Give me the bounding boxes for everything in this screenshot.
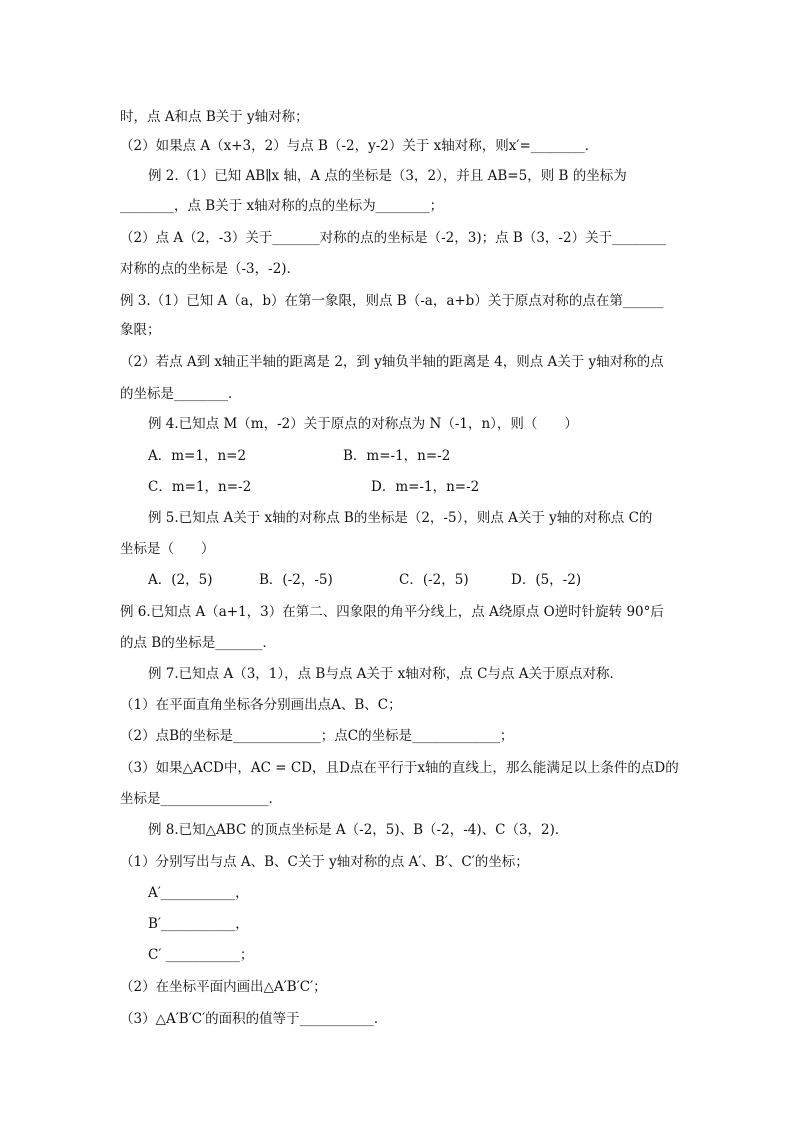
text-line: （2）如果点 A（x+3，2）与点 B（-2，y-2）关于 x轴对称，则x′=________． [120,138,599,154]
example-8-heading: 例 8.已知△ABC 的顶点坐标是 A（-2，5)、B（-2，-4)、C（3，2)． [148,822,569,838]
option-d: D．m=-1，n=-2 [371,479,480,495]
example-5-heading: 例 5.已知点 A关于 x轴的对称点 B的坐标是（2，-5），则点 A关于 y轴的对称点 C的 [148,510,653,526]
text-line: （1）分别写出与点 A、B、C关于 y轴对称的点 A′、B′、C′的坐标； [120,854,529,870]
example-7-heading: 例 7.已知点 A（3，1），点 B与点 A关于 x轴对称，点 C与点 A关于原点对称． [148,666,623,682]
text-line: ________，点 B关于 x轴对称的点的坐标为________； [120,198,444,214]
text-line: 的坐标是________． [120,386,242,402]
example-3-heading: 例 3.（1）已知 A（a，b）在第一象限，则点 B（-a，a+b）关于原点对称的点在第______ [120,293,664,309]
text-line: 的点 B的坐标是_______． [120,635,276,651]
text-line: 象限； [120,322,161,338]
answer-line-a-prime: A′___________， [148,885,249,901]
text-line: （2）若点 A到 x轴正半轴的距离是 2，到 y轴负半轴的距离是 4，则点 A关于 y轴对称的点 [120,354,664,370]
option-c: C．(-2，5) [399,572,469,588]
text-line: （1）在平面直角坐标各分别画出点A、B、C； [120,697,402,713]
option-a: A．m=1，n=2 [148,448,247,464]
text-line: （3）△A′B′C′的面积的值等于___________． [120,1011,388,1027]
answer-line-b-prime: B′___________， [148,916,249,932]
answer-line-c-prime: C′ ___________； [148,947,254,963]
option-b: B．m=-1，n=-2 [343,448,451,464]
option-b: B．(-2，-5) [259,572,333,588]
option-d: D．(5，-2) [511,572,582,588]
text-line: （2）点B的坐标是_____________；点C的坐标是_____________； [120,728,514,744]
option-a: A．(2，5) [148,572,213,588]
example-6-heading: 例 6.已知点 A（a+1，3）在第二、四象限的角平分线上，点 A绕原点 O逆时针旋转 90°后 [120,604,664,620]
text-line: 坐标是________________． [120,791,282,807]
example-2-heading: 例 2.（1）已知 AB∥x 轴，A 点的坐标是（3，2），并且 AB=5，则 B 的坐标为 [148,168,627,184]
text-line: 坐标是（ ） [120,541,215,557]
option-c: C．m=1，n=-2 [148,479,252,495]
text-line: （2）点 A（2，-3）关于_______对称的点的坐标是（-2，3)；点 B（3，-2）关于________ [120,230,667,246]
text-line: 时，点 A和点 B关于 y轴对称； [120,109,309,125]
example-4-heading: 例 4.已知点 M（m，-2）关于原点的对称点为 N（-1，n），则（ ） [148,416,578,432]
text-line: （2）在坐标平面内画出△A′B′C′； [120,979,327,995]
text-line: 对称的点的坐标是（-3，-2)． [120,261,301,277]
text-line: （3）如果△ACD中，AC = CD，且D点在平行于x轴的直线上，那么能满足以上条件的点D的 [120,760,679,776]
